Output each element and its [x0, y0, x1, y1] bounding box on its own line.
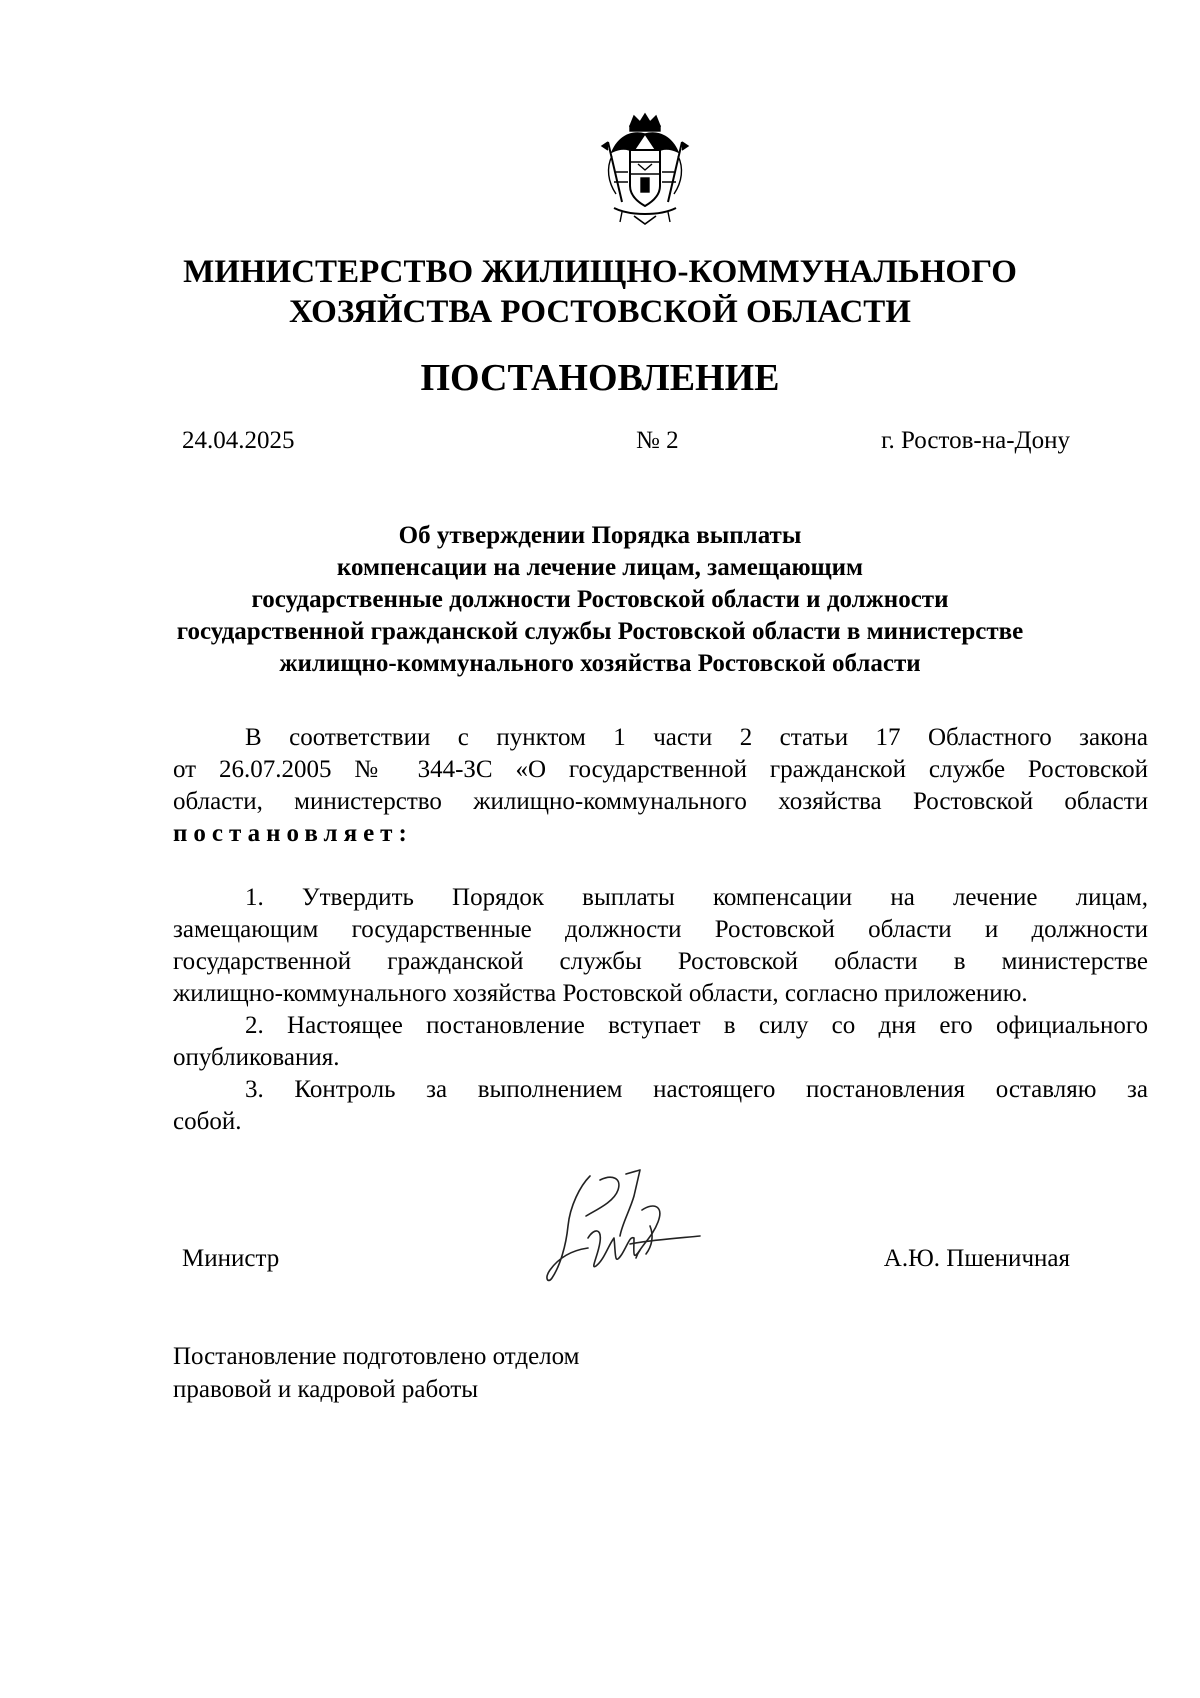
subject-line: компенсации на лечение лицам, замещающим [336, 554, 864, 581]
paragraph-line: от 26.07.2005 № 344-ЗС «О государственной гражданской службе Ростовской [173, 756, 1148, 783]
document-city: г. Ростов-на-Дону [881, 427, 1070, 454]
prepared-line: Постановление подготовлено отделом [173, 1343, 580, 1370]
item-3-line: собой. [173, 1108, 242, 1135]
signatory-role: Министр [182, 1245, 280, 1272]
prepared-line: правовой и кадровой работы [173, 1376, 479, 1403]
item-2-line: опубликования. [173, 1044, 340, 1071]
paragraph-line: В соответствии с пунктом 1 части 2 статьи 17 Областного закона [245, 724, 1148, 751]
signatory-name: А.Ю. Пшеничная [883, 1245, 1070, 1272]
paragraph-line: области, министерство жилищно-коммунального хозяйства Ростовской области [173, 788, 1148, 815]
item-1-line: 1. Утвердить Порядок выплаты компенсации на лечение лицам, [245, 884, 1148, 911]
item-3-line: 3. Контроль за выполнением настоящего постановления оставляю за [245, 1076, 1148, 1103]
item-1-line: замещающим государственные должности Ростовской области и должности [173, 916, 1148, 943]
item-1-line: государственной гражданской службы Ростовской области в министерстве [173, 948, 1148, 975]
document-date: 24.04.2025 [182, 427, 295, 454]
ministry-name-line2: ХОЗЯЙСТВА РОСТОВСКОЙ ОБЛАСТИ [289, 294, 911, 330]
subject-line: государственные должности Ростовской области и должности [251, 586, 949, 613]
preamble-paragraph [173, 722, 1148, 850]
document-number: № 2 [636, 427, 679, 454]
subject-line: государственной гражданской службы Ростовской области в министерстве [176, 618, 1024, 645]
decree-word: постановляет: [173, 820, 413, 847]
item-1-line: жилищно-коммунального хозяйства Ростовской области, согласно приложению. [173, 980, 1028, 1007]
document-type-title: ПОСТАНОВЛЕНИЕ [420, 357, 780, 399]
document-subject [150, 520, 1050, 680]
prepared-by-note [173, 1340, 579, 1406]
ministry-name-line1: МИНИСТЕРСТВО ЖИЛИЩНО-КОММУНАЛЬНОГО [183, 254, 1017, 290]
coat-of-arms-icon [600, 112, 690, 228]
handwritten-signature-icon [530, 1166, 710, 1296]
decree-items [173, 882, 1148, 1138]
item-2-line: 2. Настоящее постановление вступает в силу со дня его официального [245, 1012, 1148, 1039]
subject-line: Об утверждении Порядка выплаты [398, 522, 802, 549]
subject-line: жилищно-коммунального хозяйства Ростовской области [279, 650, 921, 677]
